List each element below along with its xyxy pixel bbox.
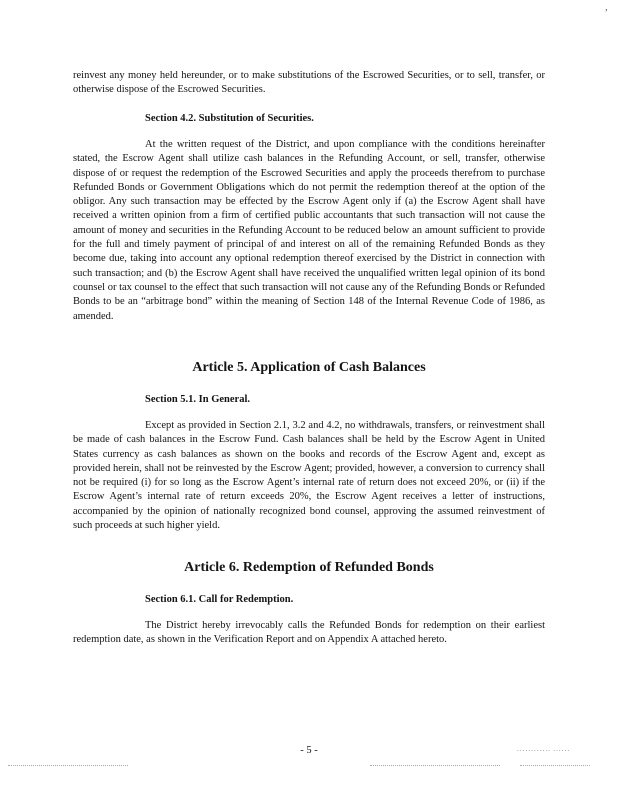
section-6-1-heading: Section 6.1. Call for Redemption.: [145, 594, 294, 605]
corner-mark: ‚: [604, 2, 608, 13]
scan-artifact-line: [520, 765, 590, 766]
scan-artifact-line: [370, 765, 500, 766]
page-footer: [0, 745, 618, 785]
continuation-paragraph: reinvest any money held hereunder, or to make substitutions of the Escrowed Securities, or to sell, transfer, or otherwise dispose of the Escrowed Securities.: [73, 70, 545, 96]
section-5-1-paragraph: Except as provided in Section 2.1, 3.2 and 4.2, no withdrawals, transfers, or reinvestment shall be made of cash balances in the Escrow Fund. Cash balances shall be held by the Escrow Agent in United States currency as cash balances as shown on the books and records of the Escrow Agent and, except as provided herein, shall not be reinvested by the Escrow Agent; provided, however, a conversion to currency shall not be required (i) for so long as the Escrow Agent’s internal rate of return does not exceed 20%, or (ii) if the Escrow Agent’s internal rate of return exceeds 20%, the Escrow Agent receives a letter of instructions, accompanied by the opinion of nationally recognized bond counsel, approving the assumed reinvestment of such proceeds at such higher yield.: [73, 420, 545, 532]
article-6-heading: Article 6. Redemption of Refunded Bonds: [184, 560, 434, 575]
section-5-1-heading: Section 5.1. In General.: [145, 394, 250, 405]
section-4-2-paragraph: At the written request of the District, and upon compliance with the conditions hereinafter stated, the Escrow Agent shall utilize cash balances in the Refunding Account, or sell, transfer, otherwise dispose of or request the redemption of the Escrowed Securities and apply the proceeds therefrom to purchase Refunded Bonds or Government Obligations which do not permit the redemption thereof at the option of the obligor. Any such transaction may be effected by the Escrow Agent only if (a) the Escrow Agent shall have received a written opinion from a firm of certified public accountants that such transaction will not cause the amount of money and securities in the Refunding Account to be reduced below an amount sufficient to provide for the full and timely payment of principal of and interest on all of the remaining Refunded Bonds as they become due, taking into account any optional redemption thereof exercised by the District in connection with such transaction; and (b) the Escrow Agent shall have received the unqualified written legal opinion of its bond counsel or tax counsel to the effect that such transaction will not cause any of the Refunding Bonds or Refunded Bonds to be an “arbitrage bond” within the meaning of Section 148 of the Internal Revenue Code of 1986, as amended.: [73, 139, 545, 322]
page-number: - 5 -: [300, 745, 318, 756]
article-5-heading: Article 5. Application of Cash Balances: [192, 360, 426, 375]
document-code: ············ ······: [516, 747, 570, 755]
section-4-2-heading: Section 4.2. Substitution of Securities.: [145, 113, 314, 124]
section-6-1-paragraph: The District hereby irrevocably calls the Refunded Bonds for redemption on their earliest redemption date, as shown in the Verification Report and on Appendix A attached hereto.: [73, 620, 545, 646]
scan-artifact-line: [8, 765, 128, 766]
